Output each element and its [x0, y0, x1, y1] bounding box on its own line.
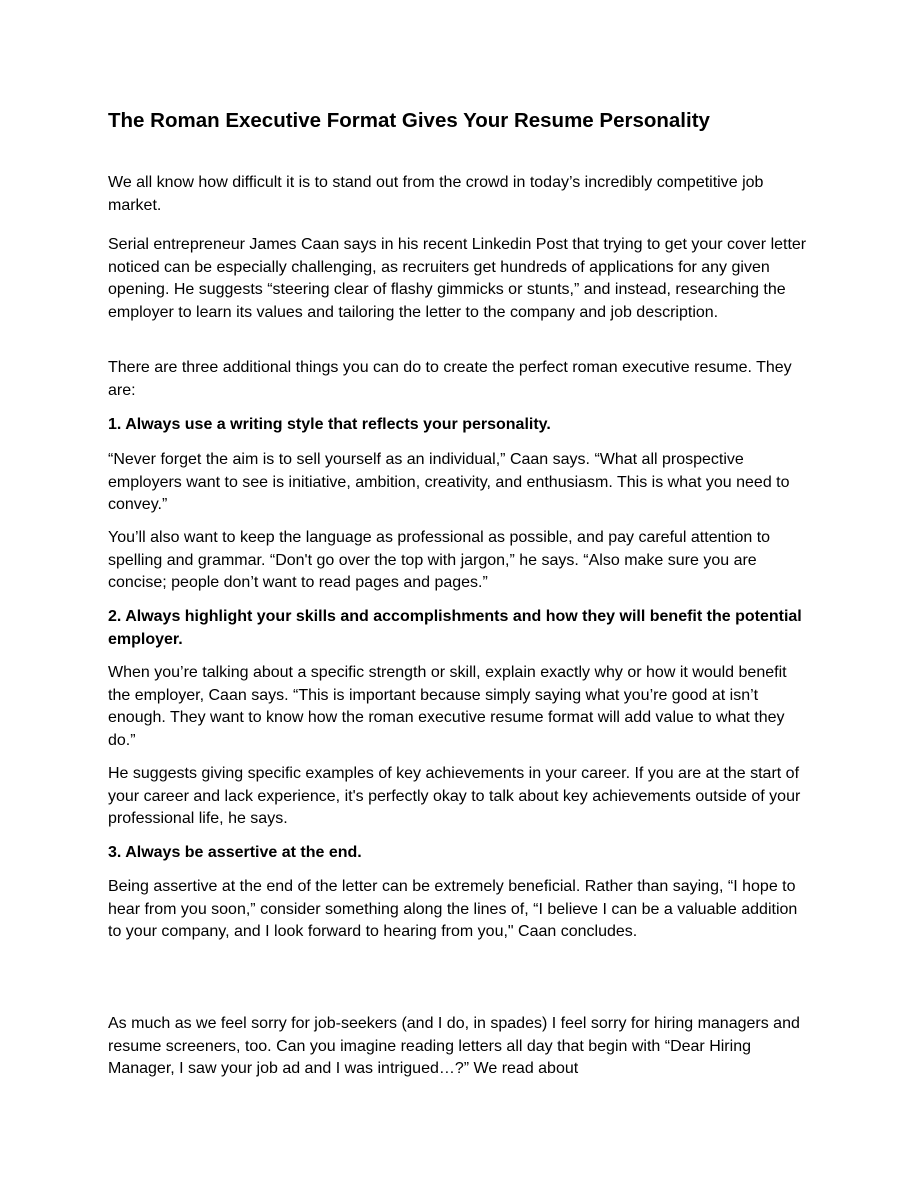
document-title: The Roman Executive Format Gives Your Resume Personality — [108, 109, 710, 132]
section-3-heading: 3. Always be assertive at the end. — [108, 844, 362, 861]
section-1-paragraph-1: “Never forget the aim is to sell yourself as an individual,” Caan says. “What all prospective employers want to see is initiative, ambition, creativity, and enthusiasm. This is what you need to convey.” — [108, 451, 790, 513]
section-2-heading: 2. Always highlight your skills and accomplishments and how they will benefit the potential employer. — [108, 608, 802, 648]
section-1-paragraph-2: You’ll also want to keep the language as professional as possible, and pay careful attention to spelling and grammar. “Don't go over the top with jargon,” he says. “Also make sure you are concise; people don’t want to read pages and pages.” — [108, 529, 771, 591]
intro-paragraph-2: Serial entrepreneur James Caan says in his recent Linkedin Post that trying to get your cover letter noticed can be especially challenging, as recruiters get hundreds of applications for any given opening. He suggests “steering clear of flashy gimmicks or stunts,” and instead, researching the employer to learn its values and tailoring the letter to the company and job description. — [108, 236, 807, 321]
closing-paragraph: As much as we feel sorry for job-seekers (and I do, in spades) I feel sorry for hiring managers and resume screeners, too. Can you imagine reading letters all day that begin with “Dear Hiring Manager, I saw your job ad and I was intrigued…?” We read about — [108, 1015, 800, 1077]
section-3-paragraph-1: Being assertive at the end of the letter can be extremely beneficial. Rather than saying, “I hope to hear from you soon,” consider something along the lines of, “I believe I can be a valuable addition to your company, and I look forward to hearing from you," Caan concludes. — [108, 878, 798, 940]
section-2-paragraph-2: He suggests giving specific examples of key achievements in your career. If you are at the start of your career and lack experience, it's perfectly okay to talk about key achievements outside of your professional life, he says. — [108, 765, 801, 827]
section-2-paragraph-1: When you’re talking about a specific strength or skill, explain exactly why or how it would benefit the employer, Caan says. “This is important because simply saying what you’re good at isn’t enough. They want to know how the roman executive resume format will add value to what they do.” — [108, 664, 787, 749]
section-1-heading: 1. Always use a writing style that reflects your personality. — [108, 416, 551, 433]
intro-paragraph-1: We all know how difficult it is to stand out from the crowd in today’s incredibly competitive job market. — [108, 174, 764, 214]
intro-paragraph-3: There are three additional things you can do to create the perfect roman executive resume. They are: — [108, 359, 792, 399]
